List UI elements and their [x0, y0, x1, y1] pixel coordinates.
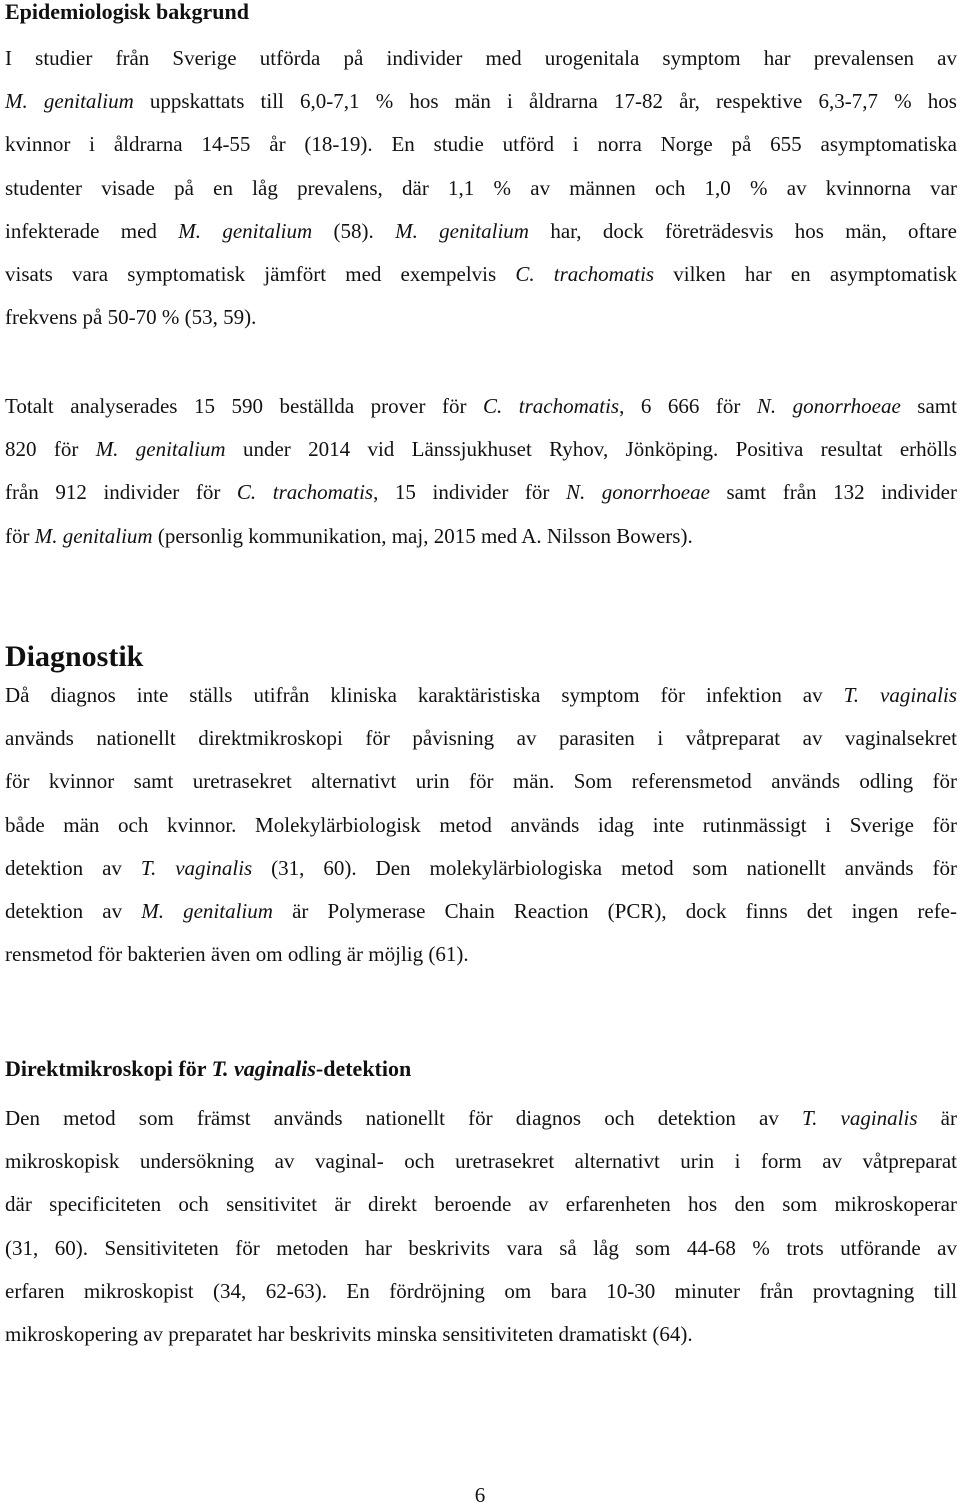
text-line — [5, 167, 957, 210]
text-run: erfaren mikroskopist (34, 62-63). En fördröjning om bara 10-30 minuter från provtagning till — [5, 1278, 957, 1303]
text-line — [5, 37, 957, 80]
text-run: 820 för — [5, 437, 96, 462]
text-line — [5, 123, 957, 166]
text-run: kvinnor i åldrarna 14-55 år (18-19). En studie utförd i norra Norge på 655 asymptomatiska — [5, 132, 957, 157]
text-run: vilken har en asymptomatisk — [654, 261, 957, 286]
italic-species-name: M. genitalium — [178, 218, 313, 243]
text-line — [5, 471, 957, 514]
text-run: där specificiteten och sensitivitet är direkt beroende av erfarenheten hos den som mikroskoperar — [5, 1192, 957, 1217]
text-line — [5, 80, 957, 123]
text-run: både män och kvinnor. Molekylärbiologisk metod används idag inte rutinmässigt i Sverige för — [5, 812, 957, 837]
text-line — [5, 933, 957, 976]
italic-species-name: M. genitalium — [34, 523, 153, 548]
italic-species-name: N. gonorrhoeae — [565, 480, 710, 505]
text-line — [5, 847, 957, 890]
italic-species-name: T. vaginalis — [843, 683, 958, 707]
text-line — [5, 890, 957, 933]
text-line — [5, 253, 957, 296]
italic-species-name: C. trachomatis — [483, 394, 620, 418]
italic-species-name: M. genitalium — [395, 218, 529, 243]
italic-species-name: M. genitalium — [141, 898, 273, 923]
text-run: Den metod som främst används nationellt för diagnos och detektion av — [5, 1106, 802, 1130]
text-line — [5, 296, 957, 339]
paragraph-microscopy — [5, 1097, 957, 1356]
section-heading-diagnostics: Diagnostik — [5, 640, 144, 673]
text-run: rensmetod för bakterien även om odling är möjlig (61). — [5, 942, 469, 967]
text-run: är — [917, 1106, 957, 1130]
text-run: studenter visade på en låg prevalens, där 1,1 % av männen och 1,0 % av kvinnorna var — [5, 175, 957, 200]
italic-species-name: C. trachomatis — [515, 261, 655, 286]
text-run: , 6 666 för — [619, 394, 757, 418]
text-line — [5, 1140, 957, 1183]
paragraph-diagnostics — [5, 674, 957, 976]
text-run: (31, 60). Sensitiviteten för metoden har beskrivits vara så låg som 44-68 % trots utförande av — [5, 1235, 957, 1260]
text-run: mikroskopisk undersökning av vaginal- och uretrasekret alternativt urin i form av våtpreparat — [5, 1149, 957, 1174]
text-run: , 15 individer för — [373, 480, 566, 505]
text-line — [5, 515, 957, 558]
text-line — [5, 674, 957, 717]
text-run: under 2014 vid Länssjukhuset Ryhov, Jönköping. Positiva resultat erhölls — [225, 437, 957, 462]
text-line — [5, 760, 957, 803]
text-run: från 912 individer för — [5, 480, 237, 505]
text-line — [5, 1183, 957, 1226]
text-run: samt från 132 individer — [709, 480, 957, 505]
text-run: (personlig kommunikation, maj, 2015 med A. Nilsson Bowers). — [152, 523, 693, 548]
paragraph-epidemiology-1 — [5, 37, 957, 339]
italic-species-name: C. trachomatis — [236, 480, 374, 505]
text-run: samt — [900, 394, 957, 418]
text-run: Då diagnos inte ställs utifrån kliniska karaktäristiska symptom för infektion av — [5, 683, 844, 707]
subsection-heading-microscopy — [5, 1057, 411, 1081]
italic-species-name: M. genitalium — [5, 89, 134, 114]
text-run: visats vara symptomatisk jämfört med exempelvis — [5, 261, 516, 286]
text-run: för — [5, 523, 35, 548]
section-heading-epidemiology: Epidemiologisk bakgrund — [5, 0, 249, 24]
italic-species-name: T. vaginalis — [802, 1106, 918, 1130]
text-run: (31, 60). Den molekylärbiologiska metod som nationellt används för — [252, 855, 957, 880]
text-run: infekterade med — [5, 218, 179, 243]
text-run: I studier från Sverige utförda på individer med urogenitala symptom har prevalensen av — [5, 46, 957, 70]
italic-species-name: T. vaginalis — [211, 1056, 316, 1081]
text-run: används nationellt direktmikroskopi för påvisning av parasiten i våtpreparat av vaginalsekret — [5, 726, 957, 751]
text-run: frekvens på 50-70 % (53, 59). — [5, 305, 257, 330]
page-number: 6 — [474, 1483, 486, 1507]
text-run: Totalt analyserades 15 590 beställda prover för — [5, 394, 483, 418]
text-line — [5, 1270, 957, 1313]
text-run: Direktmikroskopi för — [5, 1056, 212, 1081]
text-line — [5, 1313, 957, 1356]
text-line — [5, 717, 957, 760]
text-run: mikroskopering av preparatet har beskrivits minska sensitiviteten dramatiskt (64). — [5, 1321, 693, 1346]
text-run: uppskattats till 6,0-7,1 % hos män i åldrarna 17-82 år, respektive 6,3-7,7 % hos — [133, 89, 957, 114]
italic-species-name: N. gonorrhoeae — [756, 394, 901, 418]
text-run: -detektion — [315, 1056, 412, 1081]
text-run: är Polymerase Chain Reaction (PCR), dock finns det ingen refe- — [272, 898, 957, 923]
italic-species-name: T. vaginalis — [140, 855, 253, 880]
italic-species-name: M. genitalium — [95, 437, 226, 462]
text-line — [5, 1227, 957, 1270]
text-run: detektion av — [5, 855, 141, 880]
text-run: har, dock företrädesvis hos män, oftare — [528, 218, 958, 243]
text-line — [5, 385, 957, 428]
text-run: för kvinnor samt uretrasekret alternativt urin för män. Som referensmetod används odling för — [5, 769, 957, 794]
text-line — [5, 428, 957, 471]
text-line — [5, 1097, 957, 1140]
text-run: detektion av — [5, 898, 142, 923]
text-line — [5, 804, 957, 847]
text-run: (58). — [312, 218, 396, 243]
text-line — [5, 210, 957, 253]
paragraph-epidemiology-2 — [5, 385, 957, 558]
